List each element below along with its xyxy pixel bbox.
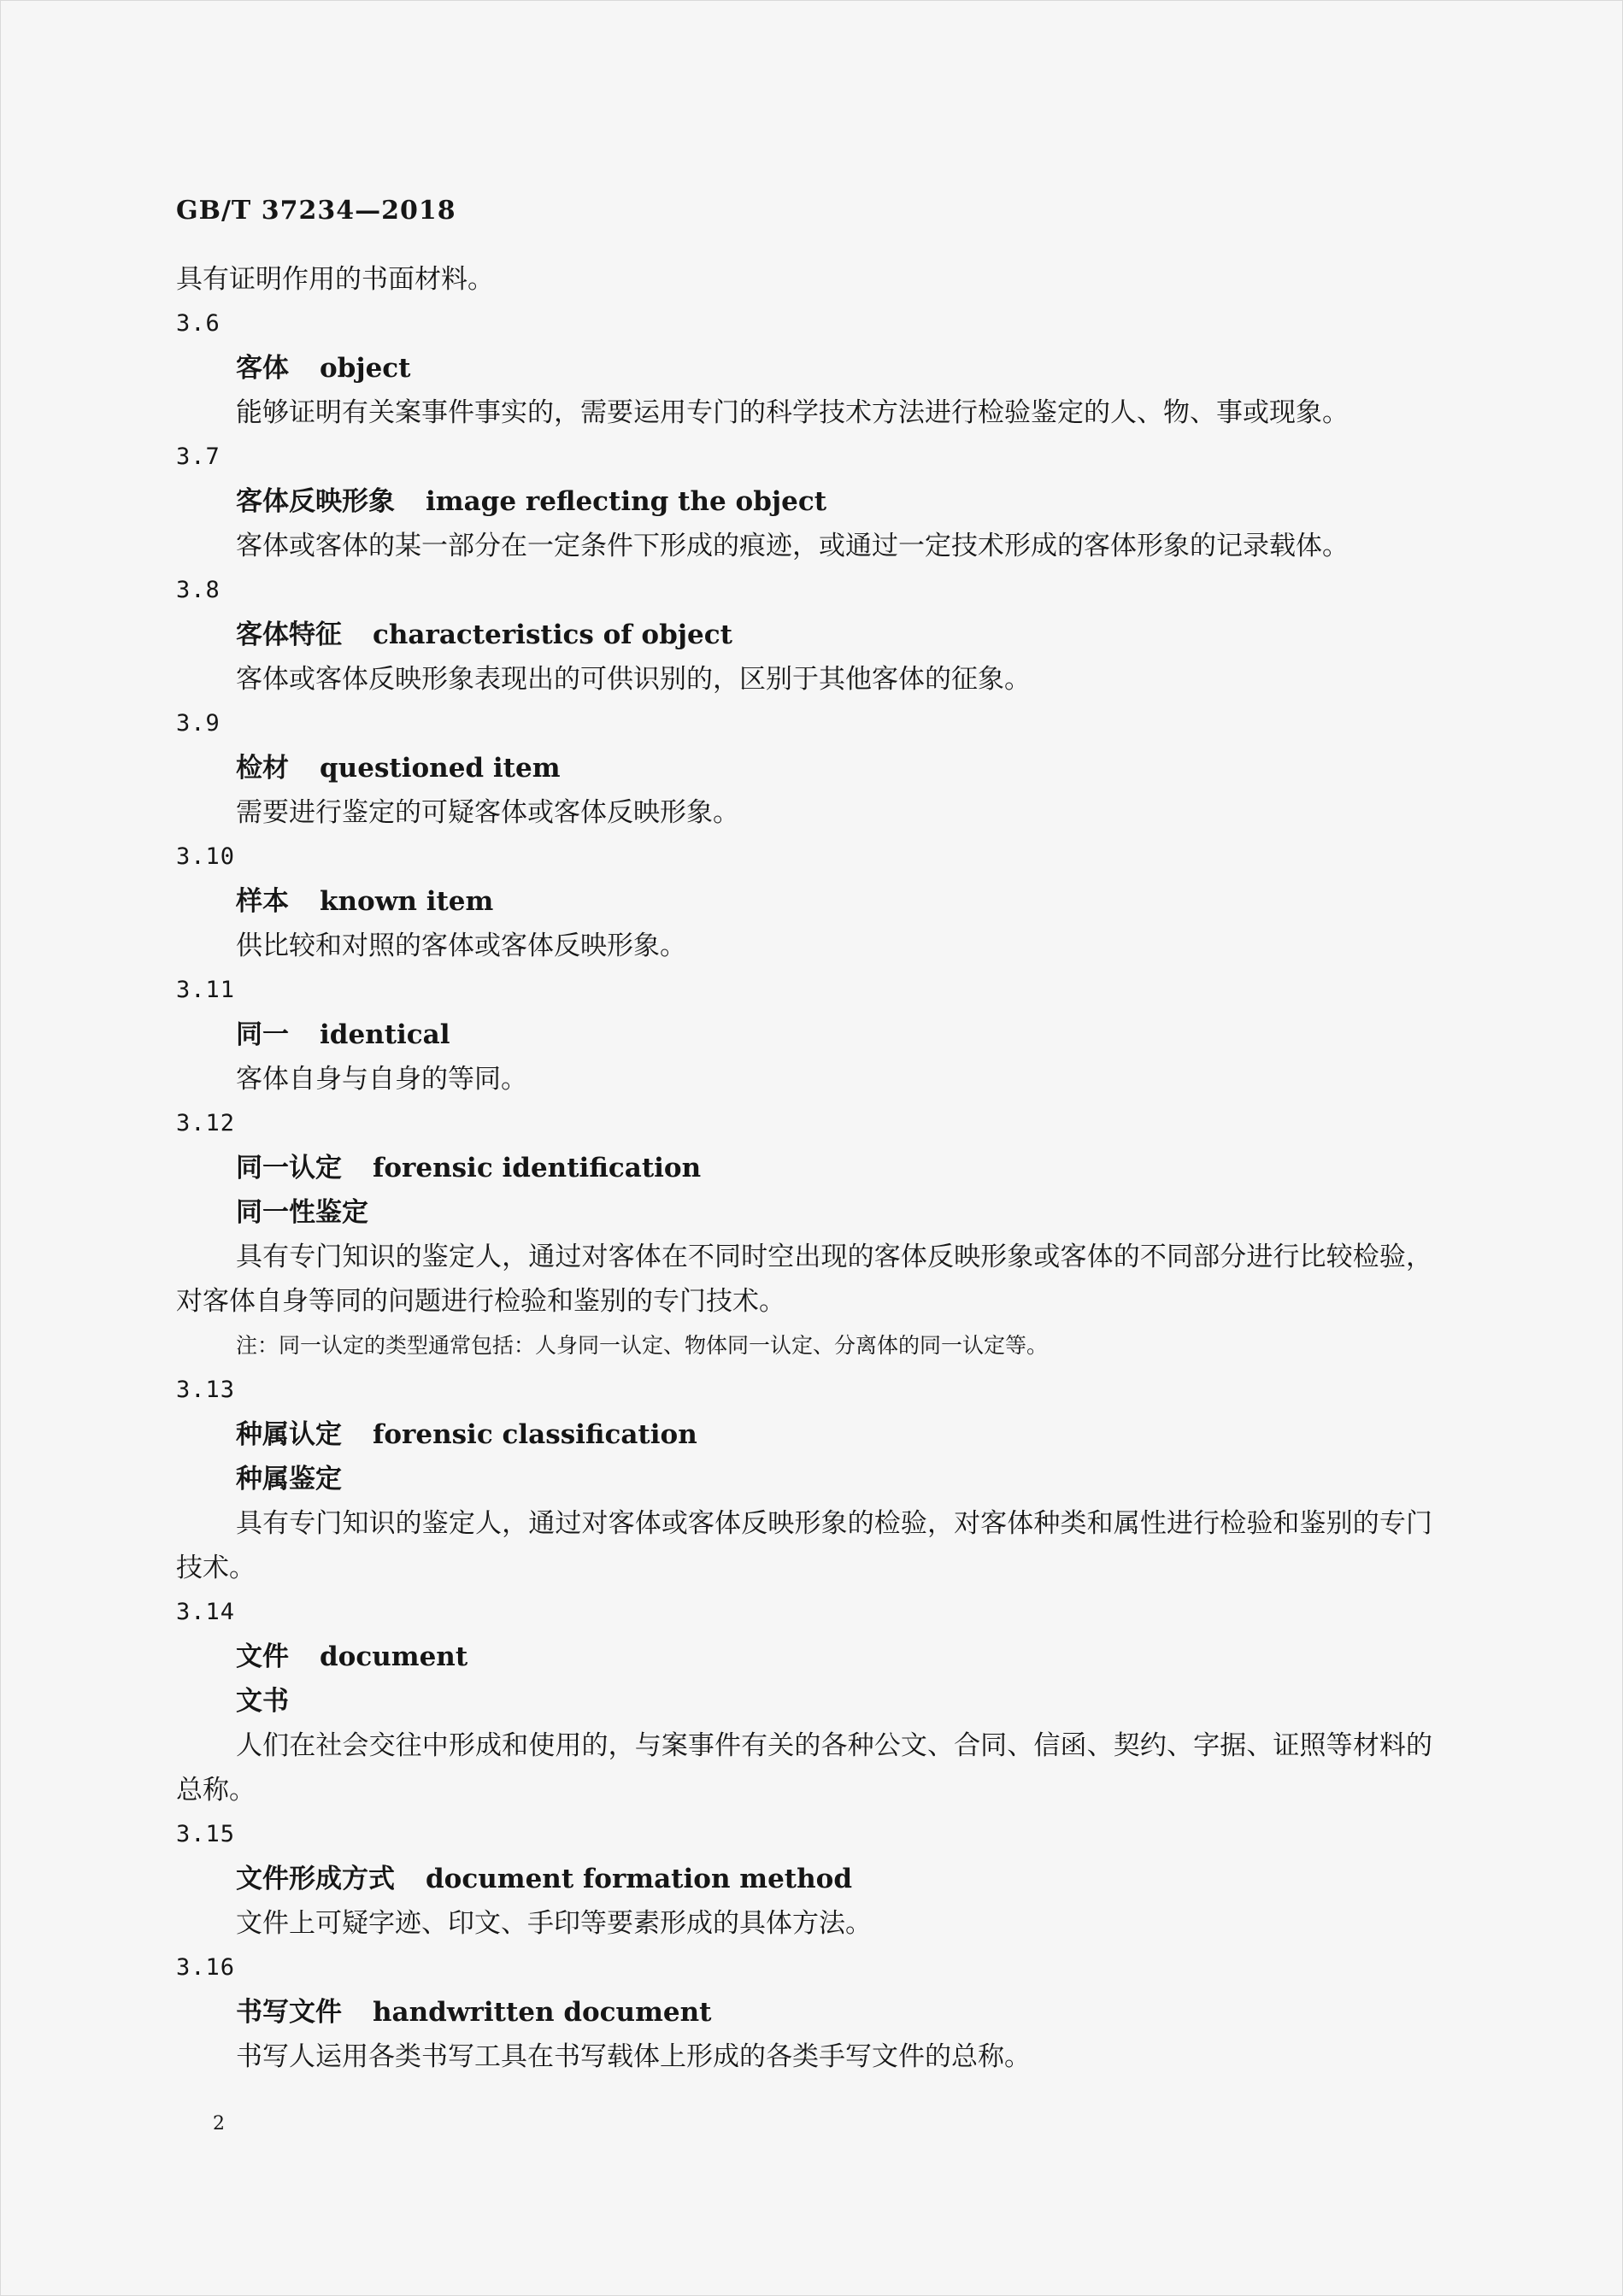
entry-number: 3.15: [176, 1821, 236, 1847]
term-entry: [176, 1368, 1432, 1590]
term-chinese: 文件: [236, 1641, 289, 1672]
term-heading: [176, 1635, 1432, 1679]
term-heading: [176, 1146, 1432, 1190]
entry-number: 3.11: [176, 977, 236, 1003]
term-english: forensic identification: [373, 1153, 702, 1183]
term-heading: [176, 879, 1432, 924]
term-english: known item: [320, 886, 494, 917]
entry-number: 3.7: [176, 443, 221, 470]
entry-number: 3.14: [176, 1599, 236, 1625]
term-definition: 具有专门知识的鉴定人，通过对客体或客体反映形象的检验，对客体种类和属性进行检验和鉴别的专门技术。: [176, 1508, 1432, 1583]
entry-number: 3.12: [176, 1110, 236, 1136]
term-english: handwritten document: [373, 1997, 712, 2028]
term-definition: 供比较和对照的客体或客体反映形象。: [236, 931, 686, 961]
term-chinese: 检材: [236, 753, 289, 784]
term-entry: [176, 1812, 1432, 1946]
term-definition: 客体自身与自身的等同。: [236, 1064, 527, 1095]
alternative-term-text: 种属鉴定: [236, 1464, 342, 1494]
term-definition: 文件上可疑字迹、印文、手印等要素形成的具体方法。: [236, 1908, 872, 1939]
alternative-term: [176, 1190, 1432, 1235]
term-definition: 能够证明有关案事件事实的，需要运用专门的科学技术方法进行检验鉴定的人、物、事或现象。: [236, 397, 1349, 428]
term-chinese: 客体反映形象: [236, 486, 395, 517]
entry-number: 3.6: [176, 310, 221, 337]
term-heading: [176, 1990, 1432, 2035]
term-heading: [176, 613, 1432, 657]
term-heading: [176, 346, 1432, 390]
term-entry: [176, 302, 1432, 435]
term-chinese: 文件形成方式: [236, 1864, 395, 1894]
term-definition: 人们在社会交往中形成和使用的，与案事件有关的各种公文、合同、信函、契约、字据、证照等材料的总称。: [176, 1730, 1432, 1806]
entry-number: 3.16: [176, 1954, 236, 1981]
term-definition: 客体或客体反映形象表现出的可供识别的，区别于其他客体的征象。: [236, 664, 1031, 695]
standard-number-header: GB/T 37234—2018: [176, 196, 456, 226]
term-chinese: 样本: [236, 886, 289, 917]
term-heading: [176, 1857, 1432, 1901]
term-entry: [176, 968, 1432, 1101]
term-chinese: 同一: [236, 1019, 289, 1050]
term-chinese: 种属认定: [236, 1419, 342, 1450]
term-chinese: 客体: [236, 353, 289, 384]
term-entry: [176, 702, 1432, 835]
entry-number: 3.10: [176, 843, 236, 870]
term-heading: [176, 479, 1432, 524]
term-english: forensic classification: [373, 1419, 697, 1450]
term-english: characteristics of object: [373, 620, 732, 650]
term-entry: [176, 1946, 1432, 2079]
entry-number: 3.8: [176, 577, 221, 603]
entry-number: 3.9: [176, 710, 221, 737]
term-definition: 客体或客体的某一部分在一定条件下形成的痕迹，或通过一定技术形成的客体形象的记录载体。: [236, 531, 1349, 561]
continued-definition: 具有证明作用的书面材料。: [176, 264, 494, 295]
entry-number: 3.13: [176, 1377, 236, 1403]
term-chinese: 客体特征: [236, 620, 342, 650]
page-number: 2: [213, 2113, 225, 2135]
alternative-term-text: 同一性鉴定: [236, 1197, 368, 1228]
alternative-term: [176, 1679, 1432, 1723]
alternative-term-text: 文书: [236, 1686, 289, 1717]
term-definition: 需要进行鉴定的可疑客体或客体反映形象。: [236, 797, 739, 828]
term-english: questioned item: [320, 753, 561, 784]
term-entry: [176, 1101, 1432, 1368]
term-english: object: [320, 353, 411, 384]
term-heading: [176, 1412, 1432, 1457]
term-note: 注：同一认定的类型通常包括：人身同一认定、物体同一认定、分离体的同一认定等。: [236, 1333, 1049, 1358]
term-definition: 书写人运用各类书写工具在书写载体上形成的各类手写文件的总称。: [236, 2041, 1031, 2072]
term-heading: [176, 746, 1432, 790]
term-entry: [176, 568, 1432, 702]
term-english: document: [320, 1641, 468, 1672]
term-english: document formation method: [426, 1864, 853, 1894]
term-entry: [176, 1590, 1432, 1812]
term-english: image reflecting the object: [426, 486, 827, 517]
term-entry: [176, 435, 1432, 568]
term-chinese: 同一认定: [236, 1153, 342, 1183]
term-definition: 具有专门知识的鉴定人，通过对客体在不同时空出现的客体反映形象或客体的不同部分进行比较检验，对客体自身等同的问题进行检验和鉴别的专门技术。: [176, 1242, 1432, 1317]
term-entries-list: [176, 302, 1432, 2079]
terms-content: [176, 257, 1432, 2079]
alternative-term: [176, 1457, 1432, 1501]
term-english: identical: [320, 1019, 450, 1050]
term-chinese: 书写文件: [236, 1997, 342, 2028]
term-entry: [176, 835, 1432, 968]
term-heading: [176, 1013, 1432, 1057]
